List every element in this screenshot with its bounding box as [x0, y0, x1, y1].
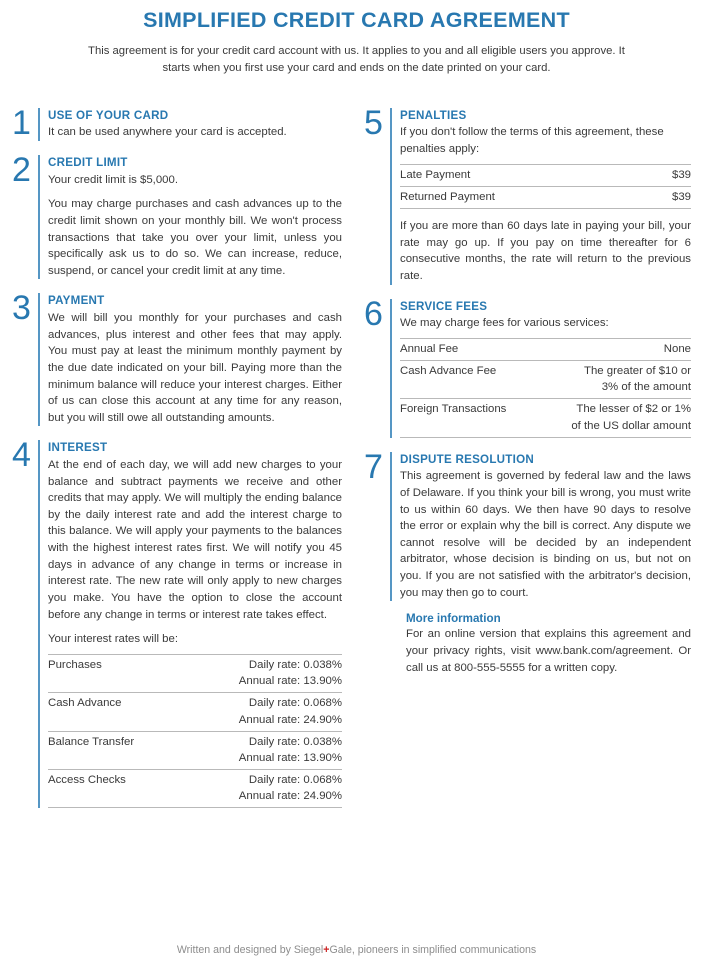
section-paragraph: Your credit limit is $5,000.	[48, 173, 179, 186]
service-fees-table	[400, 338, 691, 438]
document-columns	[0, 104, 713, 822]
section-service-fees	[364, 294, 691, 438]
footer-prefix: Written and designed by Siegel	[176, 944, 324, 956]
table-row	[48, 654, 342, 692]
section-heading: PENALTIES	[400, 109, 467, 122]
section-paragraph: If you are more than 60 days late in paying your bill, your rate may go up. If you pay on time thereafter for 6 consecutive months, the rate will return to the previous rate.	[400, 220, 691, 283]
table-row	[400, 361, 691, 399]
table-row	[400, 338, 691, 360]
section-number: 3	[12, 289, 31, 328]
table-cell-value-line: Daily rate: 0.038%	[248, 735, 342, 748]
section-body	[390, 299, 691, 438]
section-body	[390, 108, 691, 285]
page-title: SIMPLIFIED CREDIT CARD AGREEMENT	[143, 8, 570, 32]
table-cell-label: Purchases	[48, 654, 187, 692]
section-paragraph: Your interest rates will be:	[48, 633, 179, 646]
siegel-gale-plus-icon: +	[323, 944, 330, 956]
table-cell-label: Late Payment	[400, 164, 645, 186]
section-body	[38, 293, 342, 426]
table-cell-value	[541, 361, 691, 399]
section-number: 1	[12, 104, 31, 142]
section-body	[38, 440, 342, 808]
section-paragraph: At the end of each day, we will add new charges to your balance and subtract payments we receive and other credits that may apply. We will multiply the ending balance by the daily interest rate and add the interest charge to this balance. We will apply your payments to the balances with the highest interest rates first. We will notify you 45 days in advance of any change in terms or increase in interest rate. The new rate will only apply to new charges you make. You have the option to close the account before any change in terms or interest rate takes effect.	[48, 458, 342, 621]
section-body	[38, 155, 342, 279]
table-cell-value-line: The greater of $10 or	[583, 365, 691, 378]
table-cell-value-line: Annual rate: 13.90%	[238, 675, 342, 688]
section-payment	[12, 289, 342, 426]
table-cell-value	[187, 693, 342, 731]
table-row	[400, 399, 691, 437]
table-row	[48, 770, 342, 808]
table-cell-value	[187, 770, 342, 808]
table-cell-value-line: Annual rate: 13.90%	[238, 751, 342, 764]
table-row	[48, 693, 342, 731]
table-cell-label: Access Checks	[48, 770, 187, 808]
section-number: 5	[364, 104, 383, 142]
table-cell-value-line: Daily rate: 0.068%	[248, 774, 342, 787]
table-cell-value-line: $39	[671, 168, 691, 181]
section-use-of-your-card	[12, 104, 342, 142]
table-row	[48, 731, 342, 769]
section-credit-limit	[12, 151, 342, 279]
more-information-heading: More information	[406, 612, 501, 626]
table-cell-label: Returned Payment	[400, 186, 645, 208]
table-cell-value	[187, 654, 342, 692]
table-row	[400, 186, 691, 208]
footer-suffix: Gale, pioneers in simplified communications	[329, 944, 537, 956]
section-body	[38, 108, 342, 141]
document-intro: This agreement is for your credit card account with us. It applies to you and all eligible users you approve. It starts when you first use your card and ends on the date printed on your card.	[88, 44, 625, 75]
table-cell-value	[541, 399, 691, 437]
table-cell-label: Foreign Transactions	[400, 399, 541, 437]
table-cell-label: Balance Transfer	[48, 731, 187, 769]
more-information-block	[398, 612, 691, 676]
table-cell-value	[541, 338, 691, 360]
section-paragraph: You may charge purchases and cash advances up to the credit limit shown on your monthly bill. We won't process transactions that take you over your limit, unless you specifically ask us to do so. We can increase, reduce, suspend, or cancel your credit limit at any time.	[48, 198, 342, 277]
section-heading: USE OF YOUR CARD	[48, 109, 169, 122]
table-cell-value-line: 3% of the amount	[601, 381, 691, 394]
table-cell-label: Annual Fee	[400, 338, 541, 360]
section-heading: PAYMENT	[48, 294, 105, 308]
section-heading: CREDIT LIMIT	[48, 156, 128, 170]
table-cell-value	[645, 164, 691, 186]
table-cell-value	[645, 186, 691, 208]
table-cell-label: Cash Advance	[48, 693, 187, 731]
table-cell-value-line: None	[663, 342, 691, 355]
section-number: 4	[12, 436, 31, 475]
section-interest	[12, 436, 342, 808]
section-paragraph: We will bill you monthly for your purchases and cash advances, plus interest and other fees that may apply. You must pay at least the minimum monthly payment by the due date indicated on your bill. Paying more than the minimum balance will reduce your interest charges. Either of us can close this account at any time for any reason, but you will still owe all outstanding amounts.	[48, 311, 342, 424]
interest-rates-table	[48, 654, 342, 809]
section-penalties	[364, 104, 691, 285]
section-body	[390, 452, 691, 602]
table-row	[400, 164, 691, 186]
footer-credit	[0, 944, 713, 956]
section-heading: INTEREST	[48, 441, 108, 455]
section-paragraph: It can be used anywhere your card is accepted.	[48, 126, 287, 139]
table-cell-label: Cash Advance Fee	[400, 361, 541, 399]
section-heading: SERVICE FEES	[400, 299, 488, 313]
table-cell-value-line: Daily rate: 0.038%	[248, 658, 342, 671]
table-cell-value-line: Annual rate: 24.90%	[238, 790, 342, 803]
section-paragraph: If you don't follow the terms of this agreement, these penalties apply:	[400, 126, 664, 156]
section-number: 6	[364, 294, 383, 333]
table-cell-value	[187, 731, 342, 769]
penalties-table	[400, 164, 691, 209]
table-cell-value-line: The lesser of $2 or 1%	[576, 403, 691, 416]
more-information-paragraph: For an online version that explains this agreement and your privacy rights, visit www.bank.com/agreement. Or call us at 800-555-5555 for a written copy.	[406, 628, 691, 674]
table-cell-value-line: Daily rate: 0.068%	[248, 697, 342, 710]
right-column	[356, 104, 713, 676]
section-paragraph: This agreement is governed by federal law and the laws of Delaware. If you think your bill is wrong, you must write to us within 60 days. We then have 90 days to resolve the error or explain why the bill is correct. Any dispute we cannot resolve will be decided by an independent arbitrator, whose decision is binding on us, but not on you. If you are not satisfied with the arbitrator's decision, you may then go to court.	[400, 470, 691, 599]
section-heading: DISPUTE RESOLUTION	[400, 452, 534, 466]
section-paragraph: We may charge fees for various services:	[400, 317, 609, 330]
left-column	[0, 104, 356, 822]
section-number: 2	[12, 151, 31, 190]
table-cell-value-line: $39	[671, 190, 691, 203]
table-cell-value-line: Annual rate: 24.90%	[238, 713, 342, 726]
section-number: 7	[364, 447, 383, 486]
table-cell-value-line: of the US dollar amount	[571, 419, 691, 432]
section-dispute-resolution	[364, 447, 691, 602]
